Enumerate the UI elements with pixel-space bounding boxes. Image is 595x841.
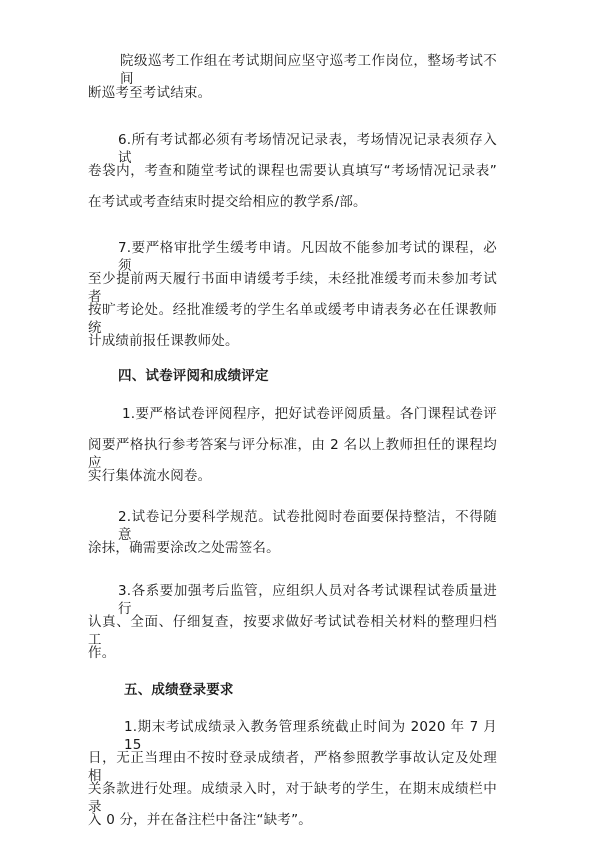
text-line: 断巡考至考试结束。 [88,85,212,101]
text-line: 实行集体流水阅卷。 [88,468,212,484]
text-line: 按旷考论处。经批准缓考的学生名单或缓考申请表务必在任课教师统 [88,302,497,336]
text-line: 院级巡考工作组在考试期间应坚守巡考工作岗位，整场考试不间 [120,53,497,87]
text-line: 涂抹，确需要涂改之处需签名。 [88,540,280,556]
text-line: 1.要严格试卷评阅程序，把好试卷评阅质量。各门课程试卷评 [122,406,497,422]
text-line: 在考试或考查结束时提交给相应的教学系/部。 [88,194,367,210]
text-line: 作。 [88,645,116,661]
text-line: 阅要严格执行参考答案与评分标准，由 2 名以上教师担任的课程均应 [88,437,497,471]
text-line: 至少提前两天履行书面申请缓考手续，未经批准缓考而未参加考试者 [88,271,497,305]
text-line: 7.要严格审批学生缓考申请。凡因故不能参加考试的课程，必须 [118,240,497,274]
text-line: 1.期末考试成绩录入教务管理系统截止时间为 2020 年 7 月 15 [124,719,497,753]
text-line: 入 0 分，并在备注栏中备注“缺考”。 [88,812,312,828]
text-line: 6.所有考试都必须有考场情况记录表，考场情况记录表须存入试 [118,132,497,166]
text-line: 计成绩前报任课教师处。 [88,333,239,349]
section-heading: 四、试卷评阅和成绩评定 [118,368,269,384]
text-line: 关条款进行处理。成绩录入时，对于缺考的学生，在期末成绩栏中录 [88,781,497,815]
text-line: 日，无正当理由不按时登录成绩者，严格参照教学事故认定及处理相 [88,750,497,784]
text-line: 2.试卷记分要科学规范。试卷批阅时卷面要保持整洁，不得随意 [118,509,497,543]
text-line: 3.各系要加强考后监管，应组织人员对各考试课程试卷质量进行 [118,583,497,617]
text-line: 认真、全面、仔细复查，按要求做好考试试卷相关材料的整理归档工 [88,614,497,648]
text-line: 卷袋内，考查和随堂考试的课程也需要认真填写“考场情况记录表” [88,163,497,179]
section-heading: 五、成绩登录要求 [124,682,234,698]
